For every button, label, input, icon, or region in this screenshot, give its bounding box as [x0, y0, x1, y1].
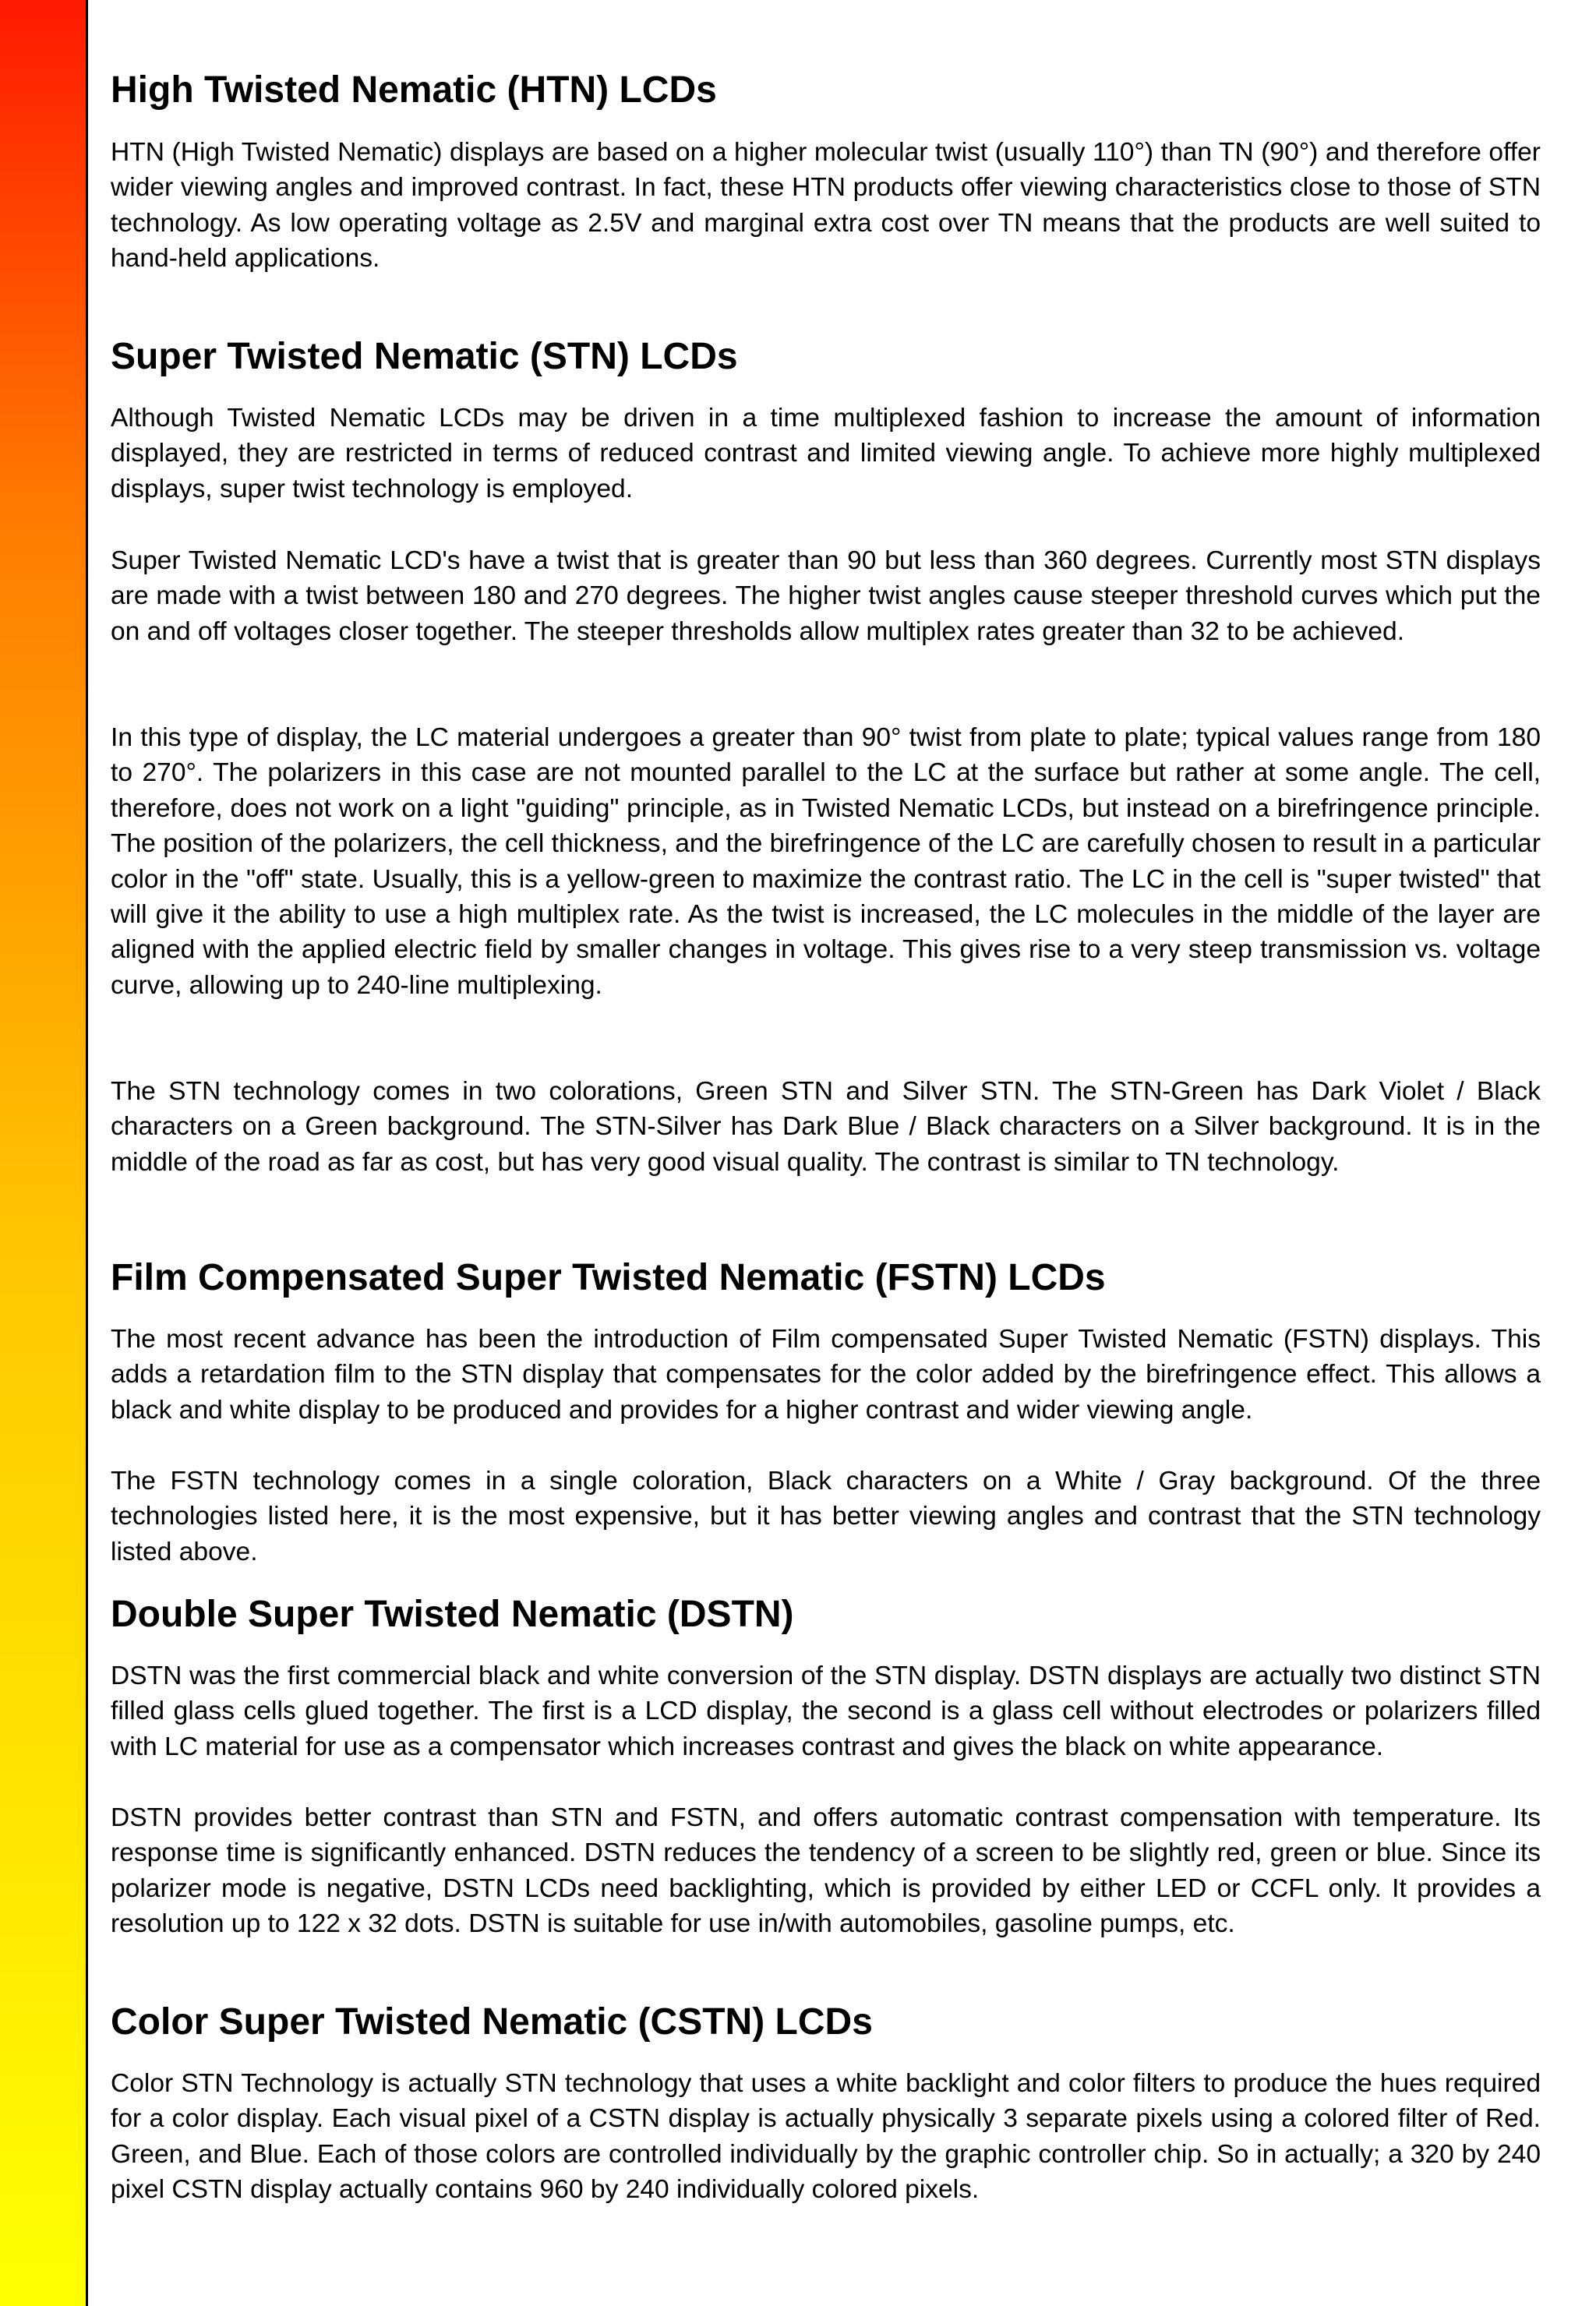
- stn-paragraph-1: Although Twisted Nematic LCDs may be driven in a time multiplexed fashion to increase the amount of information displayed, they are restricted in terms of reduced contrast and limited viewing angle. To achieve more highly multiplexed displays, super twist technology is employed.: [111, 404, 1541, 503]
- stn-paragraph-2: Super Twisted Nematic LCD's have a twist that is greater than 90 but less than 360 degrees. Currently most STN displays are made with a twist between 180 and 270 degrees. The higher twist angles cause steeper threshold curves which put the on and off voltages closer together. The steeper thresholds allow multiplex rates greater than 32 to be achieved.: [111, 546, 1541, 646]
- decorative-gradient-sidebar: [0, 0, 88, 2306]
- stn-paragraph-4: The STN technology comes in two colorations, Green STN and Silver STN. The STN-Green has Dark Violet / Black characters on a Green background. The STN-Silver has Dark Blue / Black characters on a Silver background. It is in the middle of the road as far as cost, but has very good visual quality. The contrast is similar to TN technology.: [111, 1077, 1541, 1177]
- dstn-paragraph-2: DSTN provides better contrast than STN and FSTN, and offers automatic contrast compensation with temperature. Its response time is significantly enhanced. DSTN reduces the tendency of a screen to be slightly red, green or blue. Since its polarizer mode is negative, DSTN LCDs need backlighting, which is provided by either LED or CCFL only. It provides a resolution up to 122 x 32 dots. DSTN is suitable for use in/with automobiles, gasoline pumps, etc.: [111, 1803, 1541, 1939]
- dstn-heading: Double Super Twisted Nematic (DSTN): [111, 1594, 794, 1635]
- fstn-paragraph-1: The most recent advance has been the introduction of Film compensated Super Twisted Nematic (FSTN) displays. This adds a retardation film to the STN display that compensates for the color added by the birefringence effect. This allows a black and white display to be produced and provides for a higher contrast and wider viewing angle.: [111, 1325, 1541, 1425]
- cstn-heading: Color Super Twisted Nematic (CSTN) LCDs: [111, 2001, 873, 2043]
- stn-paragraph-3: In this type of display, the LC material undergoes a greater than 90° twist from plate to plate; typical values range from 180 to 270°. The polarizers in this case are not mounted parallel to the LC at the surface but rather at some angle. The cell, therefore, does not work on a light "guiding" principle, as in Twisted Nematic LCDs, but instead on a birefringence principle. The position of the polarizers, the cell thickness, and the birefringence of the LC are carefully chosen to result in a particular color in the "off" state. Usually, this is a yellow-green to maximize the contrast ratio. The LC in the cell is "super twisted" that will give it the ability to use a high multiplex rate. As the twist is increased, the LC molecules in the middle of the layer are aligned with the applied electric field by smaller changes in voltage. This gives rise to a very steep transmission vs. voltage curve, allowing up to 240-line multiplexing.: [111, 723, 1541, 1000]
- dstn-paragraph-1: DSTN was the first commercial black and white conversion of the STN display. DSTN displays are actually two distinct STN filled glass cells glued together. The first is a LCD display, the second is a glass cell without electrodes or polarizers filled with LC material for use as a compensator which increases contrast and gives the black on white appearance.: [111, 1662, 1541, 1761]
- fstn-paragraph-2: The FSTN technology comes in a single coloration, Black characters on a White / Gray background. Of the three technologies listed here, it is the most expensive, but it has better viewing angles and contrast that the STN technology listed above.: [111, 1467, 1541, 1566]
- fstn-heading: Film Compensated Super Twisted Nematic (FSTN) LCDs: [111, 1257, 1106, 1298]
- cstn-paragraph-1: Color STN Technology is actually STN technology that uses a white backlight and color filters to produce the hues required for a color display. Each visual pixel of a CSTN display is actually physically 3 separate pixels using a colored filter of Red. Green, and Blue. Each of those colors are controlled individually by the graphic controller chip. So in actually; a 320 by 240 pixel CSTN display actually contains 960 by 240 individually colored pixels.: [111, 2069, 1541, 2205]
- htn-paragraph-1: HTN (High Twisted Nematic) displays are based on a higher molecular twist (usually 110°) than TN (90°) and therefore offer wider viewing angles and improved contrast. In fact, these HTN products offer viewing characteristics close to those of STN technology. As low operating voltage as 2.5V and marginal extra cost over TN means that the products are well suited to hand-held applications.: [111, 138, 1541, 274]
- stn-heading: Super Twisted Nematic (STN) LCDs: [111, 336, 738, 377]
- htn-heading: High Twisted Nematic (HTN) LCDs: [111, 69, 717, 111]
